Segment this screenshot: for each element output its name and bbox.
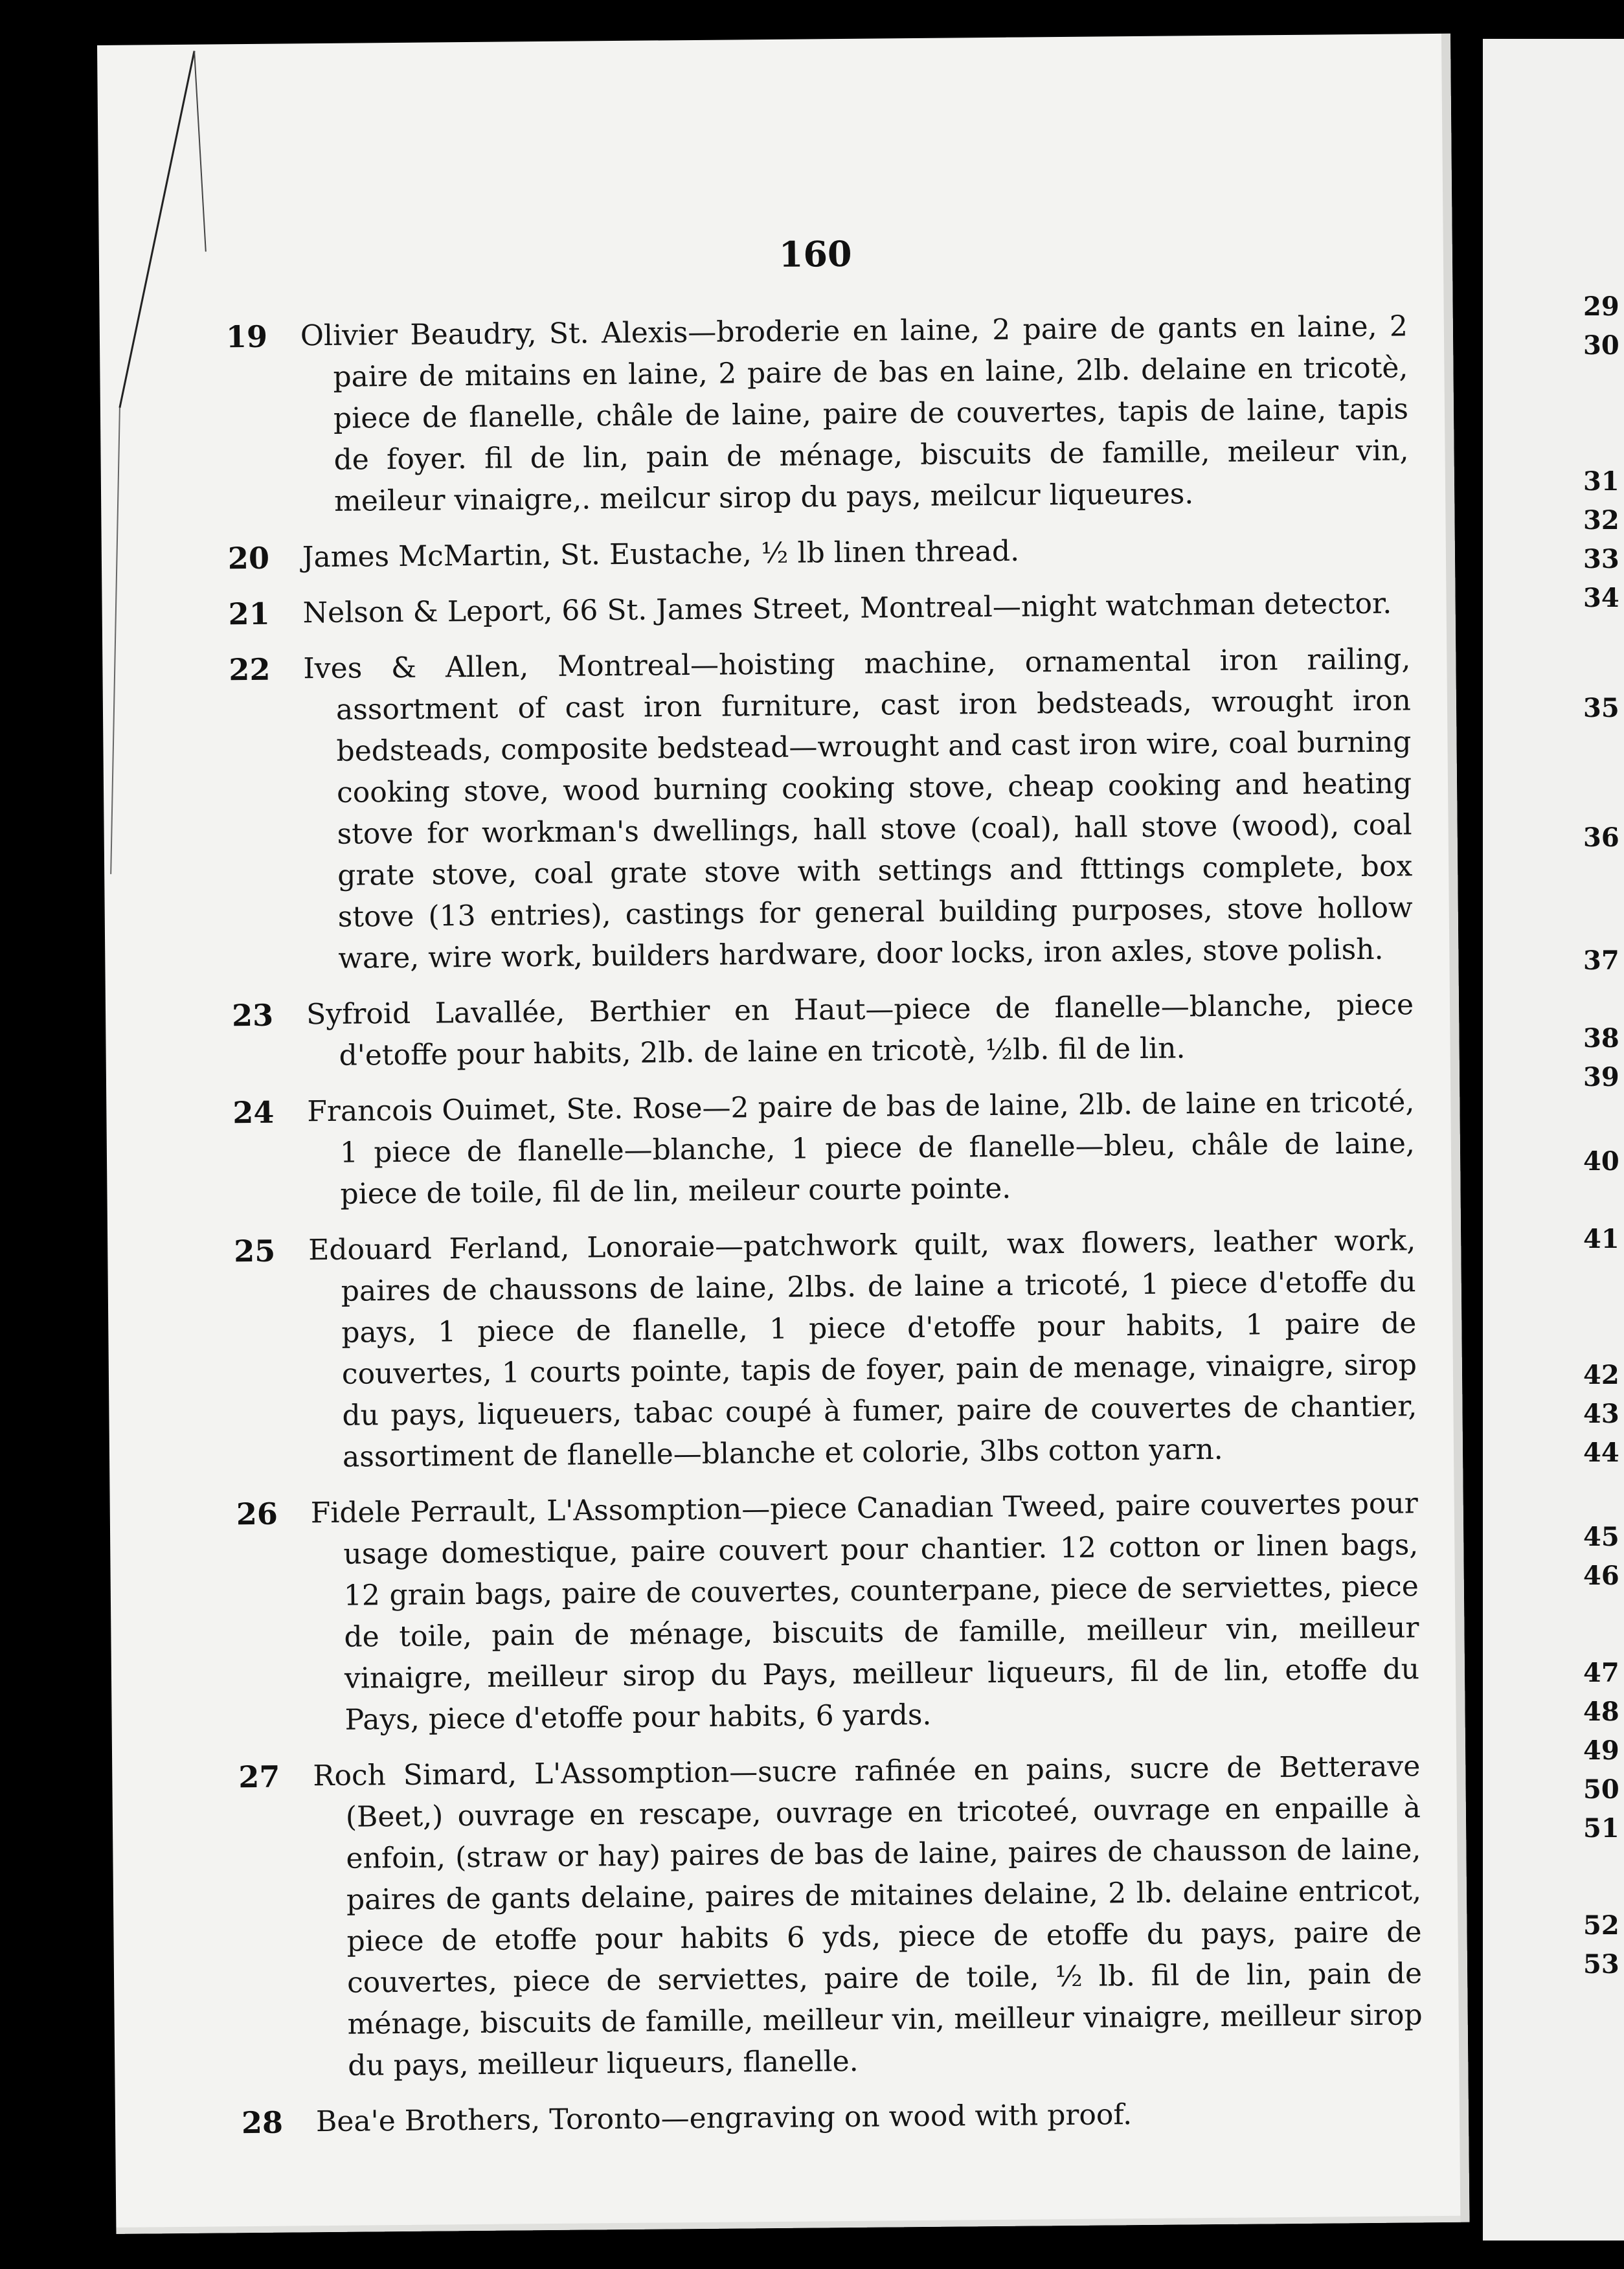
list-item: [112, 1746, 1468, 2089]
margin-entry-number: 35: [1583, 693, 1619, 723]
margin-entry-number: 42: [1583, 1360, 1619, 1390]
list-item: [106, 1081, 1461, 1217]
margin-entry-number: 33: [1583, 544, 1619, 574]
entry-text: Ives & Allen, Montreal—hoisting machine, ornamental iron railing, assortment of cast iron furniture, cast iron bedsteads, wrought iron bedsteads, composite bedstead—wrought and cast iron wire, coal burning cooking stove, wood burning cooking stove, cheap cooking and heating stove for workman's dwellings, hall stove (coal), hall stove (wood), coal grate stove, coal grate stove with settings and ftttings complete, box stove (13 entries), castings for general building purposes, stove hollow ware, wire work, builders hardware, door locks, iron axles, stove polish.: [303, 642, 1413, 975]
left-page: [97, 34, 1469, 2234]
margin-entry-number: 50: [1583, 1774, 1619, 1805]
binding-notch: [1460, 605, 1477, 644]
margin-entry-number: 39: [1583, 1062, 1619, 1092]
page-number: 160: [778, 232, 852, 275]
margin-entry-number: 53: [1583, 1949, 1619, 1980]
margin-entry-number: 29: [1583, 291, 1619, 322]
margin-entry-number: 43: [1583, 1399, 1619, 1429]
margin-entry-number: 32: [1583, 505, 1619, 536]
right-margin-numbers: [1483, 39, 1624, 2241]
margin-entry-number: 41: [1583, 1224, 1619, 1254]
list-item: [107, 1220, 1463, 1480]
entry-number: 22: [229, 651, 271, 688]
margin-entry-number: 48: [1583, 1697, 1619, 1727]
margin-entry-number: 44: [1583, 1438, 1619, 1468]
list-item: [102, 638, 1458, 982]
list-item: [102, 527, 1455, 580]
list-item: [115, 2092, 1469, 2145]
margin-entry-number: 52: [1583, 1910, 1619, 1941]
entry-list: [100, 306, 1469, 2159]
entry-text: Roch Simard, L'Assomption—sucre rafinée en pains, sucre de Betterave (Beet,) ouvrage en rescape, ouvrage en tricoteé, ouvrage en enpaille à enfoin, (straw or hay) paires de bas de laine, paires de chausson de laine, paires de gants delaine, paires de mitaines delaine, 2 lb. delaine entricot, piece de etoffe pour habits 6 yds, piece de etoffe du pays, paire de couvertes, piece de serviettes, paire de toile, ½ lb. fil de lin, pain de ménage, biscuits de famille, meilleur vin, meilleur vinaigre, meilleur sirop du pays, meilleur liqueurs, flanelle.: [313, 1750, 1423, 2083]
entry-text: Syfroid Lavallée, Berthier en Haut—piece de flanelle—blanche, piece d'etoffe pour habits, 2lb. de laine en tricotè, ½lb. fil de lin.: [306, 988, 1414, 1072]
entry-text: Bea'e Brothers, Toronto—engraving on wood with proof.: [315, 2098, 1133, 2139]
margin-entry-number: 51: [1583, 1813, 1619, 1844]
margin-entry-number: 46: [1583, 1561, 1619, 1591]
margin-entry-number: 34: [1583, 583, 1619, 613]
entry-text: Fidele Perrault, L'Assomption—piece Canadian Tweed, paire couvertes pour usage domestique, paire couvert pour chantier. 12 cotton or linen bags, 12 grain bags, paire de couvertes, counterpane, piece de serviettes, piece de toile, pain de ménage, biscuits de famille, meilleur vin, meilleur vinaigre, meilleur sirop du Pays, meilleur liqueurs, fil de lin, etoffe du Pays, piece d'etoffe pour habits, 6 yards.: [310, 1487, 1420, 1737]
margin-entry-number: 31: [1583, 466, 1619, 497]
entry-number: 27: [238, 1759, 280, 1795]
margin-entry-number: 49: [1583, 1735, 1619, 1766]
list-item: [100, 306, 1455, 525]
list-item: [102, 583, 1455, 636]
entry-number: 24: [232, 1094, 275, 1131]
entry-text: Nelson & Leport, 66 St. James Street, Montreal—night watchman detector.: [302, 587, 1392, 630]
margin-entry-number: 30: [1583, 330, 1619, 361]
list-item: [106, 984, 1460, 1079]
entry-number: 20: [227, 540, 270, 576]
entry-number: 23: [231, 997, 274, 1033]
entry-number: 28: [241, 2105, 284, 2141]
margin-entry-number: 36: [1583, 822, 1619, 853]
right-page-edge: [1483, 39, 1624, 2241]
margin-entry-number: 40: [1583, 1146, 1619, 1177]
list-item: [110, 1483, 1465, 1743]
margin-entry-number: 38: [1583, 1023, 1619, 1054]
margin-entry-number: 47: [1583, 1658, 1619, 1688]
entry-number: 19: [225, 319, 268, 355]
margin-entry-number: 45: [1583, 1522, 1619, 1552]
entry-text: James McMartin, St. Eustache, ½ lb linen thread.: [302, 534, 1020, 574]
entry-text: Olivier Beaudry, St. Alexis—broderie en laine, 2 paire de gants en laine, 2 paire de mitains en laine, 2 paire de bas en laine, 2lb. delaine en tricotè, piece de flanelle, châle de laine, paire de couvertes, tapis de laine, tapis de foyer. fil de lin, pain de ménage, biscuits de famille, meileur vin, meileur vinaigre,. meilcur sirop du pays, meilcur liqueures.: [300, 310, 1409, 518]
margin-entry-number: 37: [1583, 945, 1619, 976]
entry-number: 25: [234, 1233, 276, 1269]
entry-text: Francois Ouimet, Ste. Rose—2 paire de bas de laine, 2lb. de laine en tricoté, 1 piece de flanelle—blanche, 1 piece de flanelle—bleu, châle de laine, piece de toile, fil de lin, meileur courte pointe.: [307, 1085, 1415, 1211]
entry-text: Edouard Ferland, Lonoraie—patchwork quilt, wax flowers, leather work, paires de chaussons de laine, 2lbs. de laine a tricoté, 1 piece d'etoffe du pays, 1 piece de flanelle, 1 piece d'etoffe pour habits, 1 paire de couvertes, 1 courts pointe, tapis de foyer, pain de menage, vinaigre, sirop du pays, liqueuers, tabac coupé à fumer, paire de couvertes de chantier, assortiment de flanelle—blanche et colorie, 3lbs cotton yarn.: [308, 1224, 1417, 1474]
entry-number: 26: [236, 1496, 278, 1532]
entry-number: 21: [228, 596, 270, 632]
